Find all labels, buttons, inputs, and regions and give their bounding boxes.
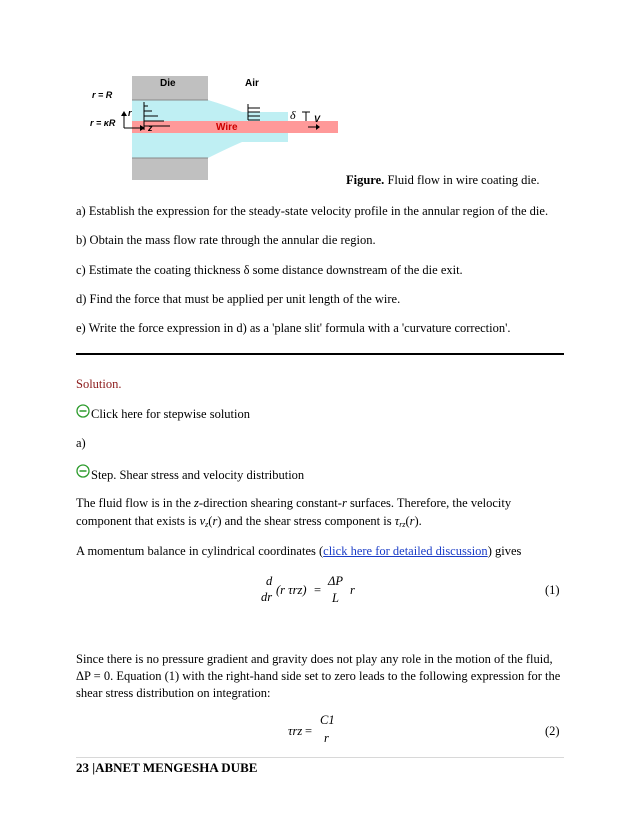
paragraph-no-pressure-gradient: Since there is no pressure gradient and gravity does not play any role in the motion of the fluid, ΔP = 0. Equation (1) with the right-hand side set to zero leads to the following expression for the shear stress distribution on integration: (76, 652, 561, 700)
step-title-toggle[interactable]: Step. Shear stress and velocity distribution (91, 468, 305, 482)
solution-heading: Solution. (76, 377, 122, 391)
part-a-label: a) (76, 436, 86, 450)
die-label: Die (160, 78, 176, 89)
horizontal-divider (76, 353, 564, 355)
r-axis-label: r (128, 108, 132, 118)
z-axis-label: z (148, 123, 153, 133)
page-footer: 23 |ABNET MENGESHA DUBE (76, 760, 258, 775)
paragraph-flow-description: The fluid flow is in the z-direction shearing constant-r surfaces. Therefore, the velocity component that exists is $v_z(r)$ and the shear stress component is $\tau_{rz}(r)$. (76, 496, 512, 529)
paragraph-momentum-balance: A momentum balance in cylindrical coordinates (click here for detailed discussion) gives (76, 544, 522, 558)
equation-1-number: (1) (545, 583, 560, 597)
velocity-label: V (314, 114, 321, 124)
air-label: Air (245, 78, 259, 89)
task-a: a) Establish the expression for the steady-state velocity profile in the annular region of the die. (76, 204, 549, 218)
eq2-tau: τrz (288, 724, 303, 738)
eq1-equals: = (314, 583, 322, 597)
wire-coating-die-figure (90, 72, 340, 184)
eq1-dr: dr (261, 590, 273, 604)
stepwise-solution-toggle[interactable]: Click here for stepwise solution (91, 407, 250, 421)
detailed-discussion-link[interactable]: click here for detailed discussion (323, 544, 488, 558)
equation-2-number: (2) (545, 724, 560, 738)
eq2-r: r (324, 731, 329, 745)
eq1-r: r (350, 583, 355, 597)
eq1-d: d (266, 574, 273, 588)
caption-bold: Figure. (346, 173, 385, 187)
eq2-equals: = (305, 724, 313, 738)
task-d: d) Find the force that must be applied per unit length of the wire. (76, 292, 401, 306)
collapse-minus-icon[interactable] (76, 404, 90, 418)
r-equals-kR-label: r = κR (90, 118, 116, 128)
task-b: b) Obtain the mass flow rate through the annular die region. (76, 233, 376, 247)
eq2-C1: C1 (320, 713, 335, 727)
eq1-deltaP: ΔP (328, 574, 343, 588)
lower-fluid-region (132, 133, 288, 158)
footer-divider (76, 757, 564, 758)
bottom-die-block (132, 158, 208, 180)
task-c: c) Estimate the coating thickness δ some distance downstream of the die exit. (76, 263, 463, 277)
delta-label: δ (290, 108, 296, 122)
r-equals-R-label: r = R (92, 90, 113, 100)
task-e: e) Write the force expression in d) as a 'plane slit' formula with a 'curvature correction'. (76, 321, 511, 335)
eq1-middle: (r τrz) (276, 583, 307, 597)
wire-label: Wire (216, 122, 238, 133)
collapse-minus-icon[interactable] (76, 464, 90, 478)
caption-text: Fluid flow in wire coating die. (384, 173, 540, 187)
figure-caption (346, 173, 540, 188)
eq1-L: L (332, 591, 339, 605)
upper-fluid-region (132, 100, 288, 121)
